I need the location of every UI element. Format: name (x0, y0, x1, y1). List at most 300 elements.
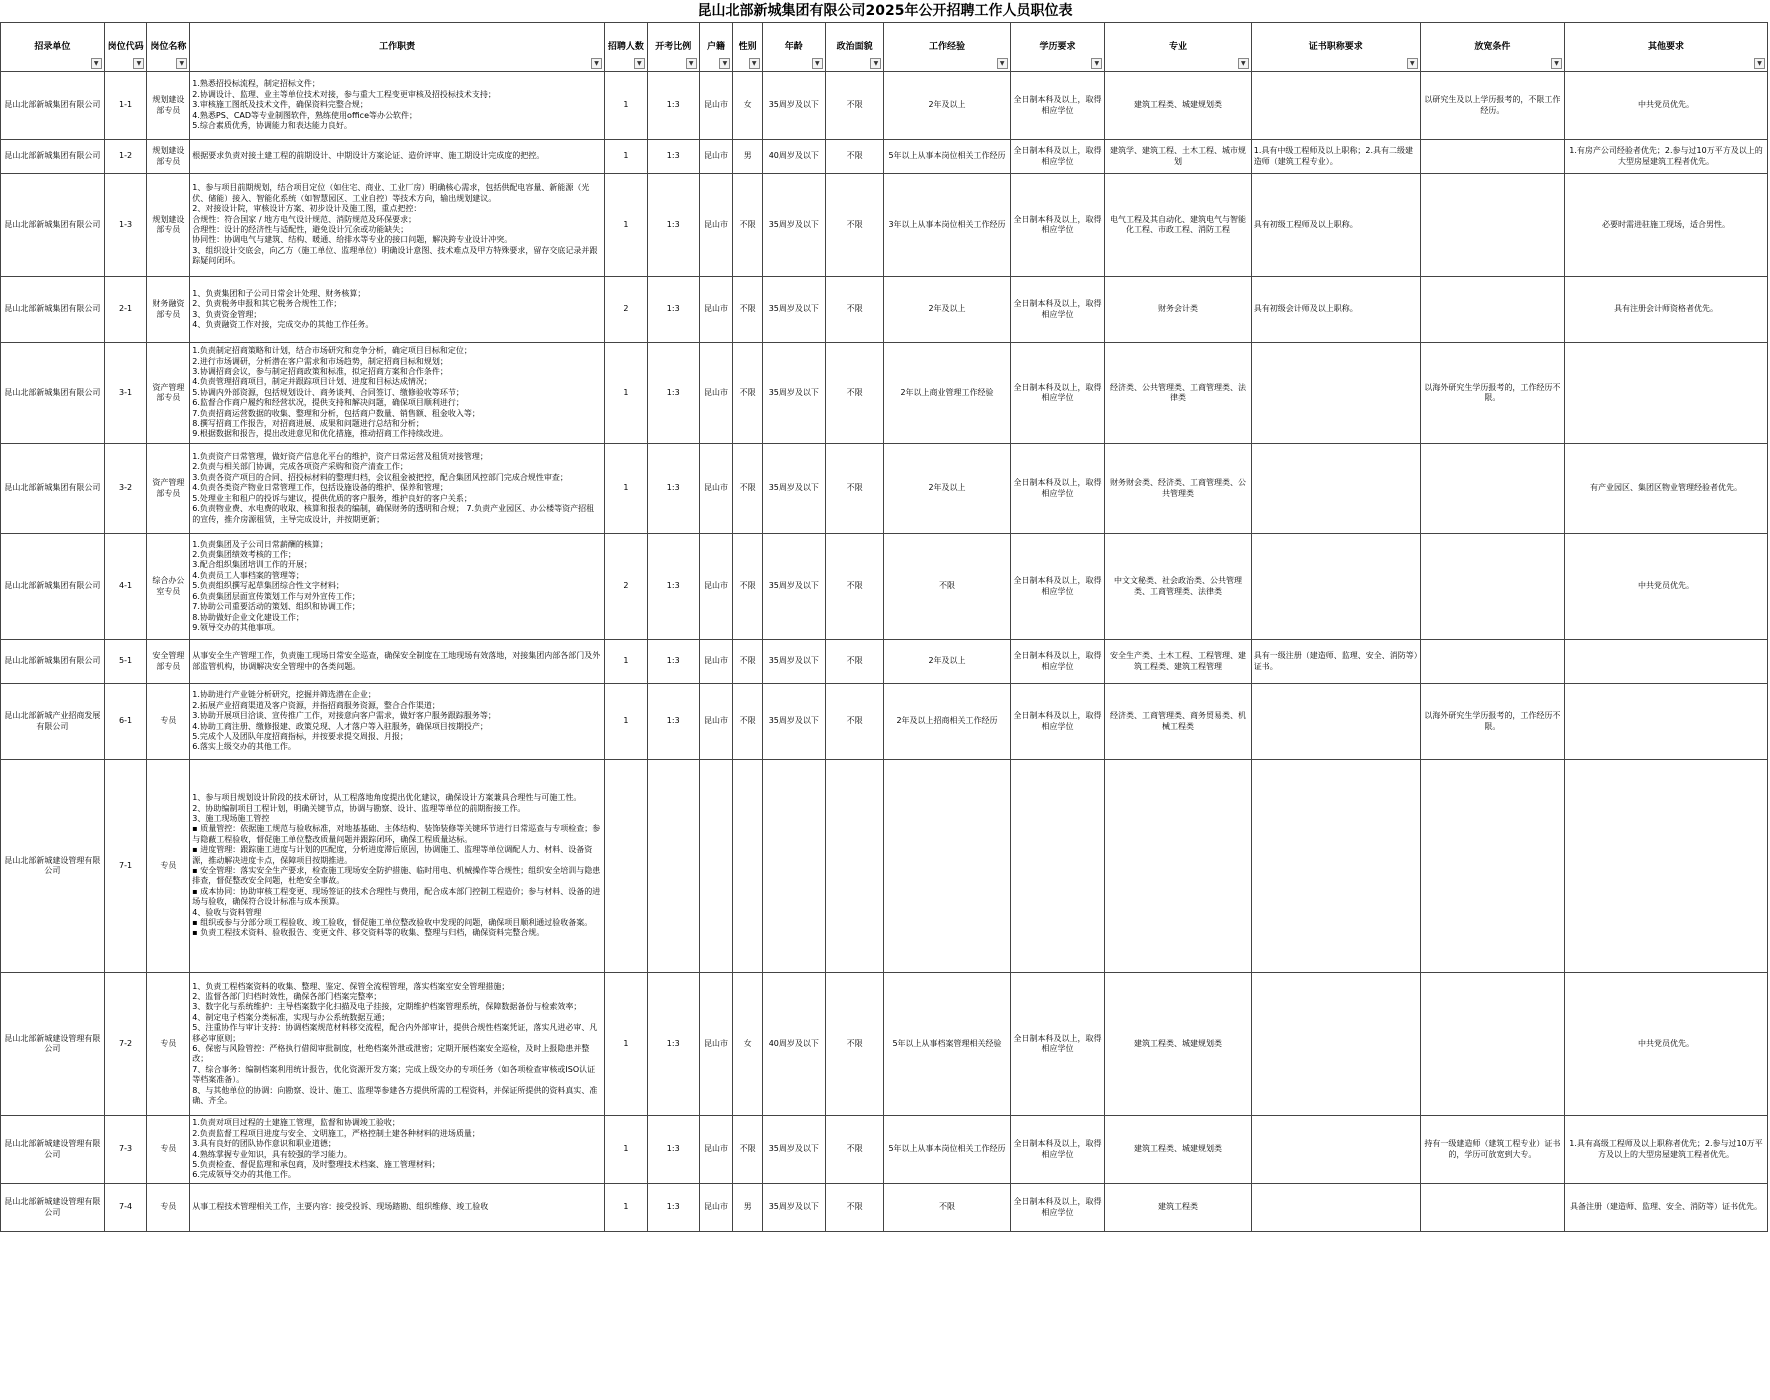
politics-cell[interactable] (825, 684, 884, 760)
count-cell[interactable] (605, 760, 648, 973)
gender-cell[interactable] (733, 973, 762, 1116)
duty-line: 9.根据数据和报告，提出改进意见和优化措施，推动招商工作持续改进。 (192, 429, 448, 439)
edu-cell[interactable] (1010, 444, 1105, 534)
edu-cell[interactable] (1010, 174, 1105, 277)
politics-cell[interactable] (825, 973, 884, 1116)
huji-text: 昆山市 (704, 1144, 729, 1154)
ratio-cell[interactable] (647, 534, 699, 640)
gender-cell[interactable] (733, 174, 762, 277)
other-text: 必要时需进驻施工现场，适合男性。 (1602, 219, 1731, 229)
ratio-cell[interactable] (647, 72, 699, 140)
ratio-cell[interactable] (647, 760, 699, 973)
other-cell[interactable] (1565, 444, 1768, 534)
duty-line: 6.负责物业费、水电费的收取、核算和报表的编制，确保财务的透明和合规； 7.负责产业园区、办公楼等资产招租的宣传，推介房源租赁，主导完成设计，并按期更新； (192, 504, 595, 524)
col-header-exp: 工作经验 ▼ (884, 23, 1010, 72)
code-cell[interactable] (104, 760, 147, 973)
huji-cell[interactable] (699, 72, 733, 140)
name-text: 专员 (160, 1144, 177, 1154)
major-cell[interactable] (1105, 174, 1251, 277)
other-cell[interactable] (1565, 760, 1768, 973)
age-cell[interactable] (762, 760, 825, 973)
major-text: 建筑工程类、城建规划类 (1134, 1144, 1223, 1154)
count-cell[interactable] (605, 1184, 648, 1232)
duties-cell[interactable] (190, 684, 605, 760)
edu-cell[interactable] (1010, 534, 1105, 640)
duty-line: 6.监督合作商户履约和经营状况，提供支持和解决问题，确保项目顺利进行； (192, 398, 464, 408)
exp-cell[interactable] (884, 444, 1010, 534)
huji-cell[interactable] (699, 174, 733, 277)
duty-line: 1.负责集团及子公司日常薪酬的核算； (192, 539, 328, 549)
col-header-name: 岗位名称 ▼ (147, 23, 190, 72)
duty-line: 2.负责与相关部门协调，完成各项资产采购和资产清查工作； (192, 462, 408, 472)
cert-text: 具有初级工程师及以上职称。 (1253, 219, 1358, 229)
edu-cell[interactable] (1010, 973, 1105, 1116)
table-row (1, 140, 1768, 174)
major-text: 建筑工程类 (1158, 1202, 1199, 1212)
gender-cell[interactable] (733, 343, 762, 444)
cert-cell[interactable] (1251, 534, 1420, 640)
gender-cell[interactable] (733, 534, 762, 640)
count-cell[interactable] (605, 684, 648, 760)
relax-cell[interactable] (1420, 760, 1564, 973)
duties-cell[interactable] (190, 534, 605, 640)
politics-cell[interactable] (825, 1116, 884, 1184)
filter-dropdown-icon[interactable]: ▼ (634, 58, 645, 69)
huji-cell[interactable] (699, 534, 733, 640)
code-cell[interactable] (104, 973, 147, 1116)
politics-text: 不限 (846, 1202, 863, 1212)
unit-cell[interactable] (1, 444, 105, 534)
major-cell[interactable] (1105, 534, 1251, 640)
count-cell[interactable] (605, 534, 648, 640)
name-cell[interactable] (147, 343, 190, 444)
age-cell[interactable] (762, 640, 825, 684)
code-text: 4-1 (119, 581, 133, 591)
unit-cell[interactable] (1, 973, 105, 1116)
politics-text: 不限 (846, 304, 863, 314)
count-cell[interactable] (605, 444, 648, 534)
other-cell[interactable] (1565, 684, 1768, 760)
duty-line: 1、参与项目规划设计阶段的技术研讨，从工程落地角度提出优化建议，确保设计方案兼具合理性与可施工性。 (192, 793, 582, 803)
code-cell[interactable] (104, 1116, 147, 1184)
relax-cell[interactable] (1420, 534, 1564, 640)
count-cell[interactable] (605, 973, 648, 1116)
unit-cell[interactable] (1, 277, 105, 343)
edu-cell[interactable] (1010, 343, 1105, 444)
relax-cell[interactable] (1420, 640, 1564, 684)
duties-cell[interactable] (190, 640, 605, 684)
gender-cell[interactable] (733, 684, 762, 760)
relax-cell[interactable] (1420, 72, 1564, 140)
major-cell[interactable] (1105, 760, 1251, 973)
gender-cell[interactable] (733, 1184, 762, 1232)
cert-cell[interactable] (1251, 174, 1420, 277)
cert-cell[interactable] (1251, 72, 1420, 140)
filter-dropdown-icon[interactable]: ▼ (1754, 58, 1765, 69)
major-text: 经济类、公共管理类、工商管理类、法律类 (1110, 382, 1247, 402)
gender-cell[interactable] (733, 140, 762, 174)
exp-cell[interactable] (884, 1184, 1010, 1232)
name-cell[interactable] (147, 1116, 190, 1184)
duties-cell[interactable] (190, 1116, 605, 1184)
name-cell[interactable] (147, 973, 190, 1116)
ratio-cell[interactable] (647, 174, 699, 277)
exp-text: 2年以上商业管理工作经验 (900, 387, 994, 397)
other-cell[interactable] (1565, 534, 1768, 640)
count-cell[interactable] (605, 343, 648, 444)
huji-cell[interactable] (699, 444, 733, 534)
unit-cell[interactable] (1, 72, 105, 140)
other-cell[interactable] (1565, 1116, 1768, 1184)
exp-cell[interactable] (884, 640, 1010, 684)
huji-text: 昆山市 (704, 656, 729, 666)
exp-cell[interactable] (884, 343, 1010, 444)
filter-dropdown-icon[interactable]: ▼ (719, 58, 730, 69)
duty-line: 从事安全生产管理工作，负责施工现场日常安全巡查，确保安全制度在工地现场有效落地，对接集团内部各部门及外部监管机构，协调解决安全管理中的各类问题。 (192, 651, 601, 671)
huji-cell[interactable] (699, 760, 733, 973)
gender-text: 女 (743, 1038, 752, 1048)
edu-cell[interactable] (1010, 1184, 1105, 1232)
duty-line: 2.进行市场调研，分析潜在客户需求和市场趋势，制定招商目标和规划； (192, 356, 448, 366)
count-text: 2 (623, 581, 629, 591)
politics-cell[interactable] (825, 72, 884, 140)
filter-dropdown-icon[interactable]: ▼ (91, 58, 102, 69)
ratio-cell[interactable] (647, 140, 699, 174)
name-cell[interactable] (147, 72, 190, 140)
major-cell[interactable] (1105, 640, 1251, 684)
huji-cell[interactable] (699, 1116, 733, 1184)
ratio-cell[interactable] (647, 444, 699, 534)
unit-cell[interactable] (1, 534, 105, 640)
duty-line: 6.负责集团层面宣传策划工作与对外宣传工作； (192, 591, 360, 601)
gender-cell[interactable] (733, 760, 762, 973)
exp-cell[interactable] (884, 534, 1010, 640)
age-cell[interactable] (762, 277, 825, 343)
exp-text: 2年及以上 (928, 483, 966, 493)
exp-cell[interactable] (884, 174, 1010, 277)
duty-line: 2.拓展产业招商渠道及客户资源，并指招商服务资源，整合合作渠道； (192, 700, 440, 710)
duty-line: 9.领导交办的其他事项。 (192, 622, 280, 632)
count-cell[interactable] (605, 277, 648, 343)
count-cell[interactable] (605, 72, 648, 140)
politics-cell[interactable] (825, 1184, 884, 1232)
politics-cell[interactable] (825, 760, 884, 973)
gender-cell[interactable] (733, 277, 762, 343)
duty-line: 4、负责融资工作对接，完成交办的其他工作任务。 (192, 319, 374, 329)
gender-text: 男 (743, 151, 752, 161)
cert-cell[interactable] (1251, 1184, 1420, 1232)
duties-cell[interactable] (190, 973, 605, 1116)
major-cell[interactable] (1105, 1116, 1251, 1184)
cert-cell[interactable] (1251, 973, 1420, 1116)
count-cell[interactable] (605, 140, 648, 174)
filter-dropdown-icon[interactable]: ▼ (870, 58, 881, 69)
unit-cell[interactable] (1, 640, 105, 684)
ratio-text: 1:3 (666, 151, 680, 161)
major-cell[interactable] (1105, 684, 1251, 760)
duty-line: 2、协助编制项目工程计划，明确关键节点，协调与勘察、设计、监理等单位的前期衔接工作。 (192, 803, 526, 813)
unit-cell[interactable] (1, 140, 105, 174)
duties-cell[interactable] (190, 343, 605, 444)
huji-cell[interactable] (699, 973, 733, 1116)
gender-cell[interactable] (733, 1116, 762, 1184)
cert-cell[interactable] (1251, 684, 1420, 760)
cert-cell[interactable] (1251, 277, 1420, 343)
duties-cell[interactable] (190, 277, 605, 343)
age-text: 35周岁及以下 (768, 581, 819, 591)
code-cell[interactable] (104, 640, 147, 684)
edu-text: 全日制本科及以上，取得相应学位 (1013, 214, 1102, 234)
huji-cell[interactable] (699, 343, 733, 444)
count-cell[interactable] (605, 640, 648, 684)
table-body (1, 72, 1768, 1232)
cert-cell[interactable] (1251, 640, 1420, 684)
count-cell[interactable] (605, 174, 648, 277)
code-text: 7-1 (119, 860, 133, 870)
unit-cell[interactable] (1, 1184, 105, 1232)
duties-cell[interactable] (190, 140, 605, 174)
filter-dropdown-icon[interactable]: ▼ (812, 58, 823, 69)
code-cell[interactable] (104, 277, 147, 343)
edu-cell[interactable] (1010, 684, 1105, 760)
filter-dropdown-icon[interactable]: ▼ (1238, 58, 1249, 69)
exp-cell[interactable] (884, 684, 1010, 760)
code-cell[interactable] (104, 343, 147, 444)
age-cell[interactable] (762, 72, 825, 140)
name-cell[interactable] (147, 140, 190, 174)
major-cell[interactable] (1105, 973, 1251, 1116)
exp-cell[interactable] (884, 277, 1010, 343)
duty-line: 5.负责检查、督促监理和承包商，及时整理技术档案、施工管理材料； (192, 1159, 440, 1169)
ratio-cell[interactable] (647, 1116, 699, 1184)
table-row (1, 534, 1768, 640)
edu-cell[interactable] (1010, 640, 1105, 684)
duty-line: 1.协助进行产业链分析研究，挖掘并筛选潜在企业； (192, 690, 376, 700)
cert-cell[interactable] (1251, 343, 1420, 444)
filter-dropdown-icon[interactable]: ▼ (997, 58, 1008, 69)
duties-cell[interactable] (190, 174, 605, 277)
major-text: 经济类、工商管理类、商务贸易类、机械工程类 (1110, 711, 1247, 731)
edu-cell[interactable] (1010, 760, 1105, 973)
major-cell[interactable] (1105, 444, 1251, 534)
other-cell[interactable] (1565, 72, 1768, 140)
filter-dropdown-icon[interactable]: ▼ (686, 58, 697, 69)
code-cell[interactable] (104, 1184, 147, 1232)
ratio-text: 1:3 (666, 483, 680, 493)
age-cell[interactable] (762, 534, 825, 640)
count-cell[interactable] (605, 1116, 648, 1184)
duties-list (192, 651, 602, 672)
name-cell[interactable] (147, 444, 190, 534)
cert-cell[interactable] (1251, 1116, 1420, 1184)
other-text: 中共党员优先。 (1638, 100, 1695, 110)
name-cell[interactable] (147, 640, 190, 684)
count-text: 2 (623, 304, 629, 314)
filter-dropdown-icon[interactable]: ▼ (133, 58, 144, 69)
ratio-cell[interactable] (647, 640, 699, 684)
unit-cell[interactable] (1, 174, 105, 277)
exp-text: 5年以上从事本岗位相关工作经历 (888, 151, 1006, 161)
duties-cell[interactable] (190, 760, 605, 973)
huji-cell[interactable] (699, 1184, 733, 1232)
count-text: 1 (623, 151, 629, 161)
name-cell[interactable] (147, 277, 190, 343)
relax-cell[interactable] (1420, 973, 1564, 1116)
politics-cell[interactable] (825, 277, 884, 343)
code-text: 3-2 (119, 483, 133, 493)
relax-cell[interactable] (1420, 174, 1564, 277)
cert-text: 1.具有中级工程师及以上职称；2.具有二级建造师（建筑工程专业）。 (1253, 146, 1414, 166)
politics-cell[interactable] (825, 343, 884, 444)
ratio-cell[interactable] (647, 684, 699, 760)
gender-cell[interactable] (733, 640, 762, 684)
duty-line: 4、验收与资料管理 (192, 907, 262, 917)
duty-line: 8.撰写招商工作报告，对招商进展、成果和问题进行总结和分析； (192, 419, 424, 429)
name-text: 规划建设部专员 (152, 146, 185, 166)
unit-text: 昆山北部新城建设管理有限公司 (4, 855, 101, 875)
name-text: 专员 (160, 716, 177, 726)
name-cell[interactable] (147, 534, 190, 640)
major-text: 财务财会类、经济类、工商管理类、公共管理类 (1110, 478, 1247, 498)
age-cell[interactable] (762, 973, 825, 1116)
exp-cell[interactable] (884, 760, 1010, 973)
filter-dropdown-icon[interactable]: ▼ (1091, 58, 1102, 69)
cert-cell[interactable] (1251, 760, 1420, 973)
huji-text: 昆山市 (704, 304, 729, 314)
relax-cell[interactable] (1420, 444, 1564, 534)
relax-cell[interactable] (1420, 684, 1564, 760)
politics-cell[interactable] (825, 534, 884, 640)
edu-cell[interactable] (1010, 1116, 1105, 1184)
huji-cell[interactable] (699, 684, 733, 760)
exp-cell[interactable] (884, 973, 1010, 1116)
other-cell[interactable] (1565, 1184, 1768, 1232)
politics-cell[interactable] (825, 444, 884, 534)
relax-cell[interactable] (1420, 343, 1564, 444)
major-cell[interactable] (1105, 1184, 1251, 1232)
other-cell[interactable] (1565, 174, 1768, 277)
major-cell[interactable] (1105, 72, 1251, 140)
edu-text: 全日制本科及以上，取得相应学位 (1013, 1197, 1102, 1217)
huji-cell[interactable] (699, 140, 733, 174)
major-cell[interactable] (1105, 343, 1251, 444)
cert-cell[interactable] (1251, 140, 1420, 174)
code-text: 1-3 (119, 219, 133, 229)
huji-cell[interactable] (699, 277, 733, 343)
unit-text: 昆山北部新城集团有限公司 (4, 483, 101, 493)
filter-dropdown-icon[interactable]: ▼ (1407, 58, 1418, 69)
major-cell[interactable] (1105, 140, 1251, 174)
ratio-text: 1:3 (666, 656, 680, 666)
unit-text: 昆山北部新城集团有限公司 (4, 304, 101, 314)
name-cell[interactable] (147, 1184, 190, 1232)
relax-cell[interactable] (1420, 1116, 1564, 1184)
edu-cell[interactable] (1010, 72, 1105, 140)
ratio-cell[interactable] (647, 973, 699, 1116)
duty-line: 1、负责工程档案资料的收集、整理、鉴定、保管全流程管理，落实档案室安全管理措施； (192, 981, 510, 991)
other-text: 1.有房产公司经验者优先；2.参与过10万平方及以上的大型房屋建筑工程者优先。 (1569, 146, 1763, 166)
count-text: 1 (623, 1144, 629, 1154)
edu-cell[interactable] (1010, 277, 1105, 343)
age-cell[interactable] (762, 444, 825, 534)
other-cell[interactable] (1565, 973, 1768, 1116)
relax-cell[interactable] (1420, 140, 1564, 174)
filter-dropdown-icon[interactable]: ▼ (749, 58, 760, 69)
politics-cell[interactable] (825, 140, 884, 174)
name-cell[interactable] (147, 174, 190, 277)
gender-cell[interactable] (733, 444, 762, 534)
age-cell[interactable] (762, 343, 825, 444)
ratio-text: 1:3 (666, 304, 680, 314)
age-cell[interactable] (762, 140, 825, 174)
politics-text: 不限 (846, 387, 863, 397)
duty-line: 4、制定电子档案分类标准，实现与办公系统数据互通； (192, 1012, 390, 1022)
other-cell[interactable] (1565, 640, 1768, 684)
gender-cell[interactable] (733, 72, 762, 140)
filter-dropdown-icon[interactable]: ▼ (1551, 58, 1562, 69)
other-cell[interactable] (1565, 140, 1768, 174)
exp-text: 3年以上从事本岗位相关工作经历 (888, 219, 1006, 229)
gender-text: 不限 (739, 581, 756, 591)
code-cell[interactable] (104, 72, 147, 140)
ratio-cell[interactable] (647, 277, 699, 343)
major-cell[interactable] (1105, 277, 1251, 343)
duties-cell[interactable] (190, 72, 605, 140)
huji-cell[interactable] (699, 640, 733, 684)
code-cell[interactable] (104, 140, 147, 174)
age-cell[interactable] (762, 684, 825, 760)
unit-cell[interactable] (1, 760, 105, 973)
age-cell[interactable] (762, 174, 825, 277)
name-cell[interactable] (147, 760, 190, 973)
filter-dropdown-icon[interactable]: ▼ (591, 58, 602, 69)
duties-cell[interactable] (190, 444, 605, 534)
code-cell[interactable] (104, 534, 147, 640)
name-text: 专员 (160, 1038, 177, 1048)
other-cell[interactable] (1565, 343, 1768, 444)
age-cell[interactable] (762, 1116, 825, 1184)
unit-cell[interactable] (1, 343, 105, 444)
relax-cell[interactable] (1420, 277, 1564, 343)
code-cell[interactable] (104, 174, 147, 277)
exp-cell[interactable] (884, 72, 1010, 140)
edu-cell[interactable] (1010, 140, 1105, 174)
duties-list (192, 1202, 602, 1212)
exp-cell[interactable] (884, 140, 1010, 174)
other-cell[interactable] (1565, 277, 1768, 343)
name-text: 专员 (160, 1202, 177, 1212)
duties-list (192, 690, 602, 752)
duty-line: ▪ 进度管理：跟踪施工进度与计划的匹配度，分析进度滞后原因，协调施工、监理等单位调配人力、材料、设备资源，推动解决进度卡点，保障项目按期推进。 (192, 845, 593, 865)
politics-cell[interactable] (825, 174, 884, 277)
filter-dropdown-icon[interactable]: ▼ (176, 58, 187, 69)
politics-cell[interactable] (825, 640, 884, 684)
cert-cell[interactable] (1251, 444, 1420, 534)
ratio-cell[interactable] (647, 343, 699, 444)
unit-cell[interactable] (1, 684, 105, 760)
ratio-cell[interactable] (647, 1184, 699, 1232)
duties-cell[interactable] (190, 1184, 605, 1232)
relax-cell[interactable] (1420, 1184, 1564, 1232)
code-cell[interactable] (104, 444, 147, 534)
exp-cell[interactable] (884, 1116, 1010, 1184)
relax-text: 以研究生及以上学历报考的，不限工作经历。 (1424, 95, 1561, 115)
name-cell[interactable] (147, 684, 190, 760)
unit-cell[interactable] (1, 1116, 105, 1184)
duties-list (192, 793, 602, 939)
code-cell[interactable] (104, 684, 147, 760)
age-cell[interactable] (762, 1184, 825, 1232)
